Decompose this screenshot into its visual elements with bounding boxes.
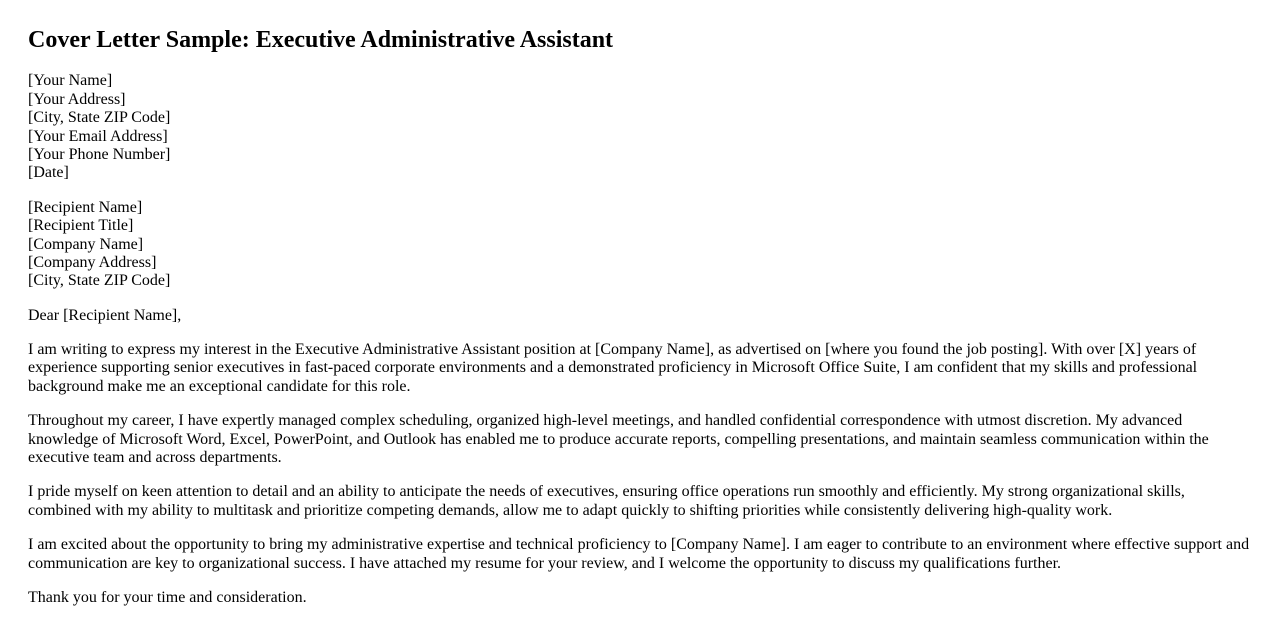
sender-line-address: [Your Address] xyxy=(28,90,126,108)
sender-line-date: [Date] xyxy=(28,164,69,182)
recipient-line-name: [Recipient Name] xyxy=(28,198,143,216)
body-paragraph-2: Throughout my career, I have expertly managed complex scheduling, organized high-level meetings, and handled confidential correspondence with utmost discretion. My advanced knowledge of Microsoft Word, Excel, PowerPoint, and Outlook has enabled me to produce accurate reports, compelling presentations, and maintain seamless communication within the executive team and across departments. xyxy=(28,412,1209,467)
recipient-line-company-address: [Company Address] xyxy=(28,253,157,271)
body-paragraph-1: I am writing to express my interest in the Executive Administrative Assistant position at [Company Name], as advertised on [where you found the job posting]. With over [X] years of experience supporting senior executives in fast-paced corporate environments and a demonstrated proficiency in Microsoft Office Suite, I am confident that my skills and professional background make me an exceptional candidate for this role. xyxy=(28,341,1198,395)
salutation: Dear [Recipient Name], xyxy=(28,306,182,324)
recipient-line-company: [Company Name] xyxy=(28,235,144,253)
body-paragraph-3: I pride myself on keen attention to detail and an ability to anticipate the needs of executives, ensuring office operations run smoothly and efficiently. My strong organizational skills, combined with my ability to multitask and prioritize competing demands, allow me to adapt quickly to shifting priorities while consistently delivering high-quality work. xyxy=(28,483,1185,519)
sender-line-email: [Your Email Address] xyxy=(28,127,168,145)
recipient-line-city-state-zip: [City, State ZIP Code] xyxy=(28,272,171,290)
cover-letter-document xyxy=(0,27,1278,607)
sender-line-city-state-zip: [City, State ZIP Code] xyxy=(28,109,171,127)
page-title: Cover Letter Sample: Executive Administrative Assistant xyxy=(28,27,614,53)
sender-line-phone: [Your Phone Number] xyxy=(28,145,171,163)
recipient-line-title: [Recipient Title] xyxy=(28,217,134,235)
sender-line-name: [Your Name] xyxy=(28,72,113,90)
sender-block xyxy=(28,72,1250,182)
closing-line: Thank you for your time and consideration. xyxy=(28,588,307,606)
recipient-block xyxy=(28,199,1250,291)
body-paragraph-4: I am excited about the opportunity to bring my administrative expertise and technical proficiency to [Company Name]. I am eager to contribute to an environment where effective support and communication are key to organizational success. I have attached my resume for your review, and I welcome the opportunity to discuss my qualifications further. xyxy=(28,536,1250,572)
